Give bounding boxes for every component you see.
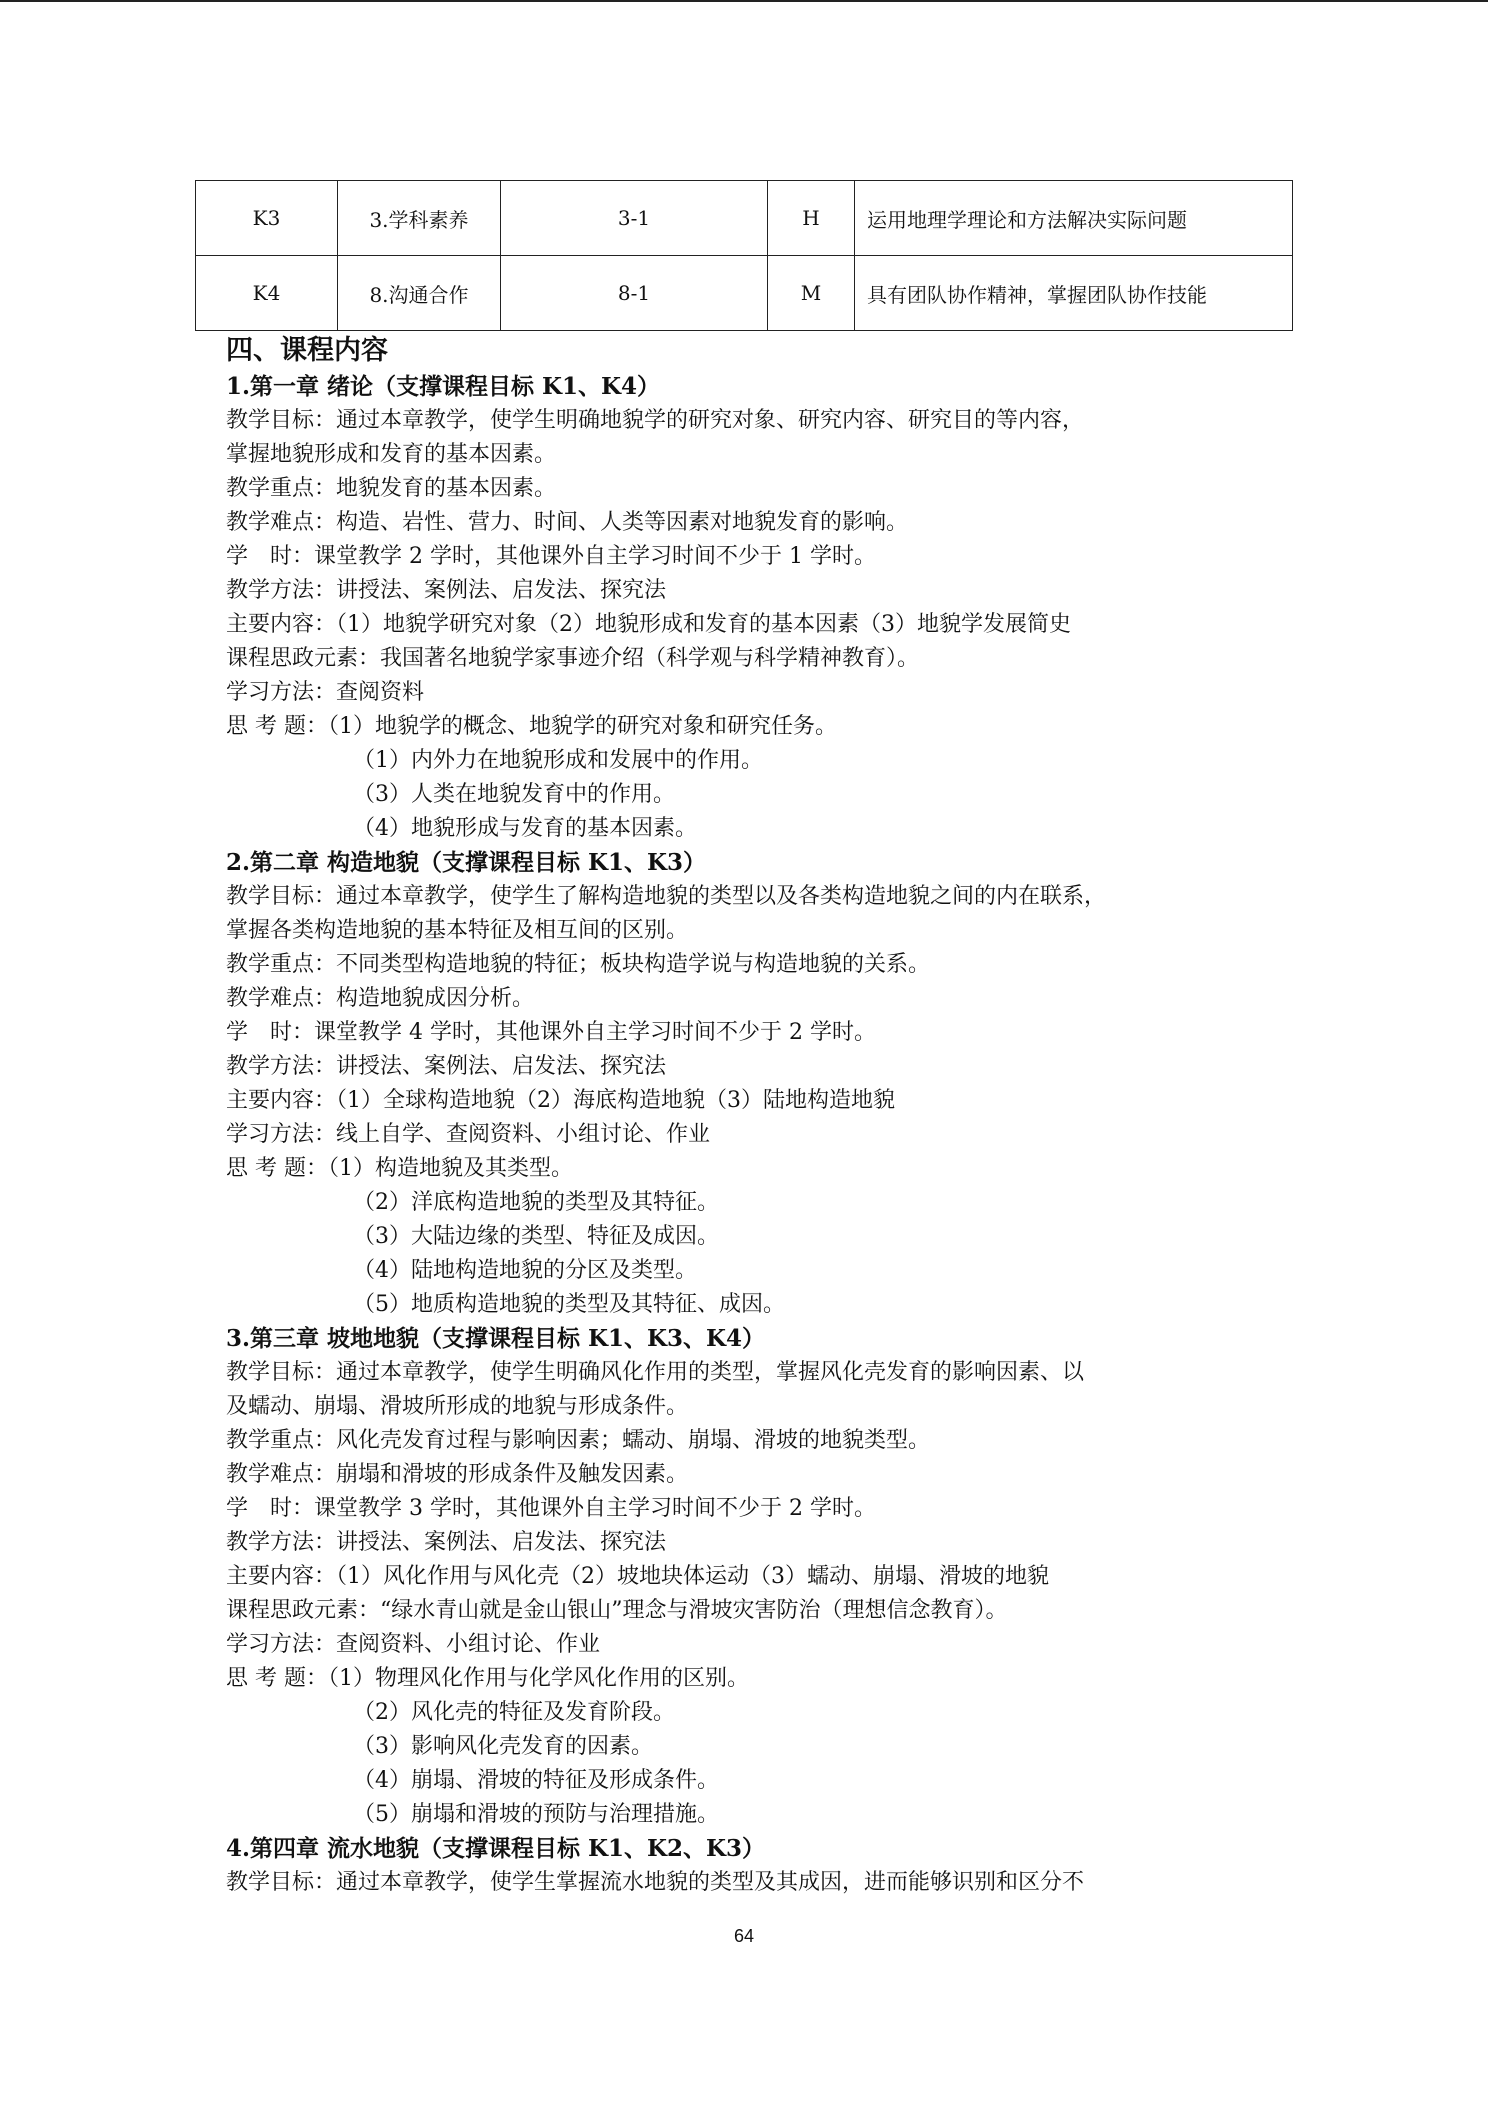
chapter-line: 学 时：课堂教学 2 学时，其他课外自主学习时间不少于 1 学时。 <box>226 544 876 569</box>
chapter-section <box>226 370 1296 846</box>
chapter-line: 课程思政元素：“绿水青山就是金山银山”理念与滑坡灾害防治（理想信念教育）。 <box>226 1598 1008 1623</box>
chapter-line: 掌握地貌形成和发育的基本因素。 <box>226 442 557 467</box>
chapter-line: 教学方法：讲授法、案例法、启发法、探究法 <box>226 1054 667 1079</box>
chapter-line: 思 考 题：（1）构造地貌及其类型。 <box>226 1156 573 1181</box>
question-item: （4）陆地构造地貌的分区及类型。 <box>353 1258 697 1283</box>
chapter-line: 学 时：课堂教学 4 学时，其他课外自主学习时间不少于 2 学时。 <box>226 1020 876 1045</box>
chapter-line: 教学方法：讲授法、案例法、启发法、探究法 <box>226 1530 667 1555</box>
chapter-list <box>226 370 1296 1900</box>
chapter-line: 教学目标：通过本章教学，使学生掌握流水地貌的类型及其成因，进而能够识别和区分不 <box>226 1870 1085 1895</box>
chapter-line: 思 考 题：（1）地貌学的概念、地貌学的研究对象和研究任务。 <box>226 714 837 739</box>
chapter-line: 教学目标：通过本章教学，使学生明确地貌学的研究对象、研究内容、研究目的等内容， <box>226 408 1085 433</box>
chapter-line: 主要内容：（1）风化作用与风化壳（2）坡地块体运动（3）蠕动、崩塌、滑坡的地貌 <box>226 1564 1049 1589</box>
course-outcome-table <box>195 180 1293 331</box>
chapter-line: 教学重点：风化壳发育过程与影响因素；蠕动、崩塌、滑坡的地貌类型。 <box>226 1428 931 1453</box>
question-item: （5）崩塌和滑坡的预防与治理措施。 <box>353 1802 719 1827</box>
section-title: 四、课程内容 <box>226 335 388 366</box>
chapter-line: 教学目标：通过本章教学，使学生明确风化作用的类型，掌握风化壳发育的影响因素、以 <box>226 1360 1085 1385</box>
outcome-level-cell: H <box>768 181 855 256</box>
chapter-line: 教学重点：不同类型构造地貌的特征；板块构造学说与构造地貌的关系。 <box>226 952 931 977</box>
chapter-line: 思 考 题：（1）物理风化作用与化学风化作用的区别。 <box>226 1666 749 1691</box>
table-row <box>196 256 1293 331</box>
question-item: （1）内外力在地貌形成和发展中的作用。 <box>353 748 763 773</box>
question-item: （3）影响风化壳发育的因素。 <box>353 1734 653 1759</box>
chapter-line: 主要内容：（1）全球构造地貌（2）海底构造地貌（3）陆地构造地貌 <box>226 1088 895 1113</box>
outcome-category-cell: 8.沟通合作 <box>338 256 501 331</box>
question-item: （5）地质构造地貌的类型及其特征、成因。 <box>353 1292 785 1317</box>
chapter-line: 学习方法：线上自学、查阅资料、小组讨论、作业 <box>226 1122 711 1147</box>
chapter-section <box>226 1832 1296 1900</box>
question-item: （3）人类在地貌发育中的作用。 <box>353 782 675 807</box>
table-row <box>196 181 1293 256</box>
chapter-section <box>226 846 1296 1322</box>
outcome-description-cell: 具有团队协作精神，掌握团队协作技能 <box>855 256 1293 331</box>
question-item: （2）风化壳的特征及发育阶段。 <box>353 1700 675 1725</box>
question-item: （3）大陆边缘的类型、特征及成因。 <box>353 1224 719 1249</box>
chapter-line: 学 时：课堂教学 3 学时，其他课外自主学习时间不少于 2 学时。 <box>226 1496 876 1521</box>
chapter-line: 学习方法：查阅资料 <box>226 680 425 705</box>
question-item: （2）洋底构造地貌的类型及其特征。 <box>353 1190 719 1215</box>
chapter-line: 教学目标：通过本章教学，使学生了解构造地貌的类型以及各类构造地貌之间的内在联系， <box>226 884 1107 909</box>
chapter-section <box>226 1322 1296 1832</box>
page-number: 64 <box>733 1926 755 1946</box>
page-top-border <box>0 0 1488 2</box>
outcome-description-cell: 运用地理学理论和方法解决实际问题 <box>855 181 1293 256</box>
question-item: （4）地貌形成与发育的基本因素。 <box>353 816 697 841</box>
chapter-line: 及蠕动、崩塌、滑坡所形成的地貌与形成条件。 <box>226 1394 689 1419</box>
outcome-level-cell: M <box>768 256 855 331</box>
course-content <box>226 332 1296 1900</box>
outcome-id-cell: K3 <box>196 181 338 256</box>
outcome-index-cell: 3-1 <box>501 181 768 256</box>
chapter-line: 掌握各类构造地貌的基本特征及相互间的区别。 <box>226 918 689 943</box>
outcome-id-cell: K4 <box>196 256 338 331</box>
outcome-category-cell: 3.学科素养 <box>338 181 501 256</box>
chapter-line: 教学难点：构造地貌成因分析。 <box>226 986 535 1011</box>
chapter-line: 课程思政元素：我国著名地貌学家事迹介绍（科学观与科学精神教育）。 <box>226 646 920 671</box>
chapter-heading: 1.第一章 绪论（支撑课程目标 K1、K4） <box>226 373 661 400</box>
chapter-heading: 3.第三章 坡地地貌（支撑课程目标 K1、K3、K4） <box>226 1325 766 1352</box>
chapter-line: 教学方法：讲授法、案例法、启发法、探究法 <box>226 578 667 603</box>
chapter-line: 学习方法：查阅资料、小组讨论、作业 <box>226 1632 601 1657</box>
chapter-line: 教学难点：崩塌和滑坡的形成条件及触发因素。 <box>226 1462 689 1487</box>
chapter-line: 主要内容：（1）地貌学研究对象（2）地貌形成和发育的基本因素（3）地貌学发展简史 <box>226 612 1071 637</box>
chapter-heading: 4.第四章 流水地貌（支撑课程目标 K1、K2、K3） <box>226 1835 766 1862</box>
chapter-heading: 2.第二章 构造地貌（支撑课程目标 K1、K3） <box>226 849 707 876</box>
question-item: （4）崩塌、滑坡的特征及形成条件。 <box>353 1768 719 1793</box>
chapter-line: 教学难点：构造、岩性、营力、时间、人类等因素对地貌发育的影响。 <box>226 510 909 535</box>
outcome-index-cell: 8-1 <box>501 256 768 331</box>
chapter-line: 教学重点：地貌发育的基本因素。 <box>226 476 557 501</box>
